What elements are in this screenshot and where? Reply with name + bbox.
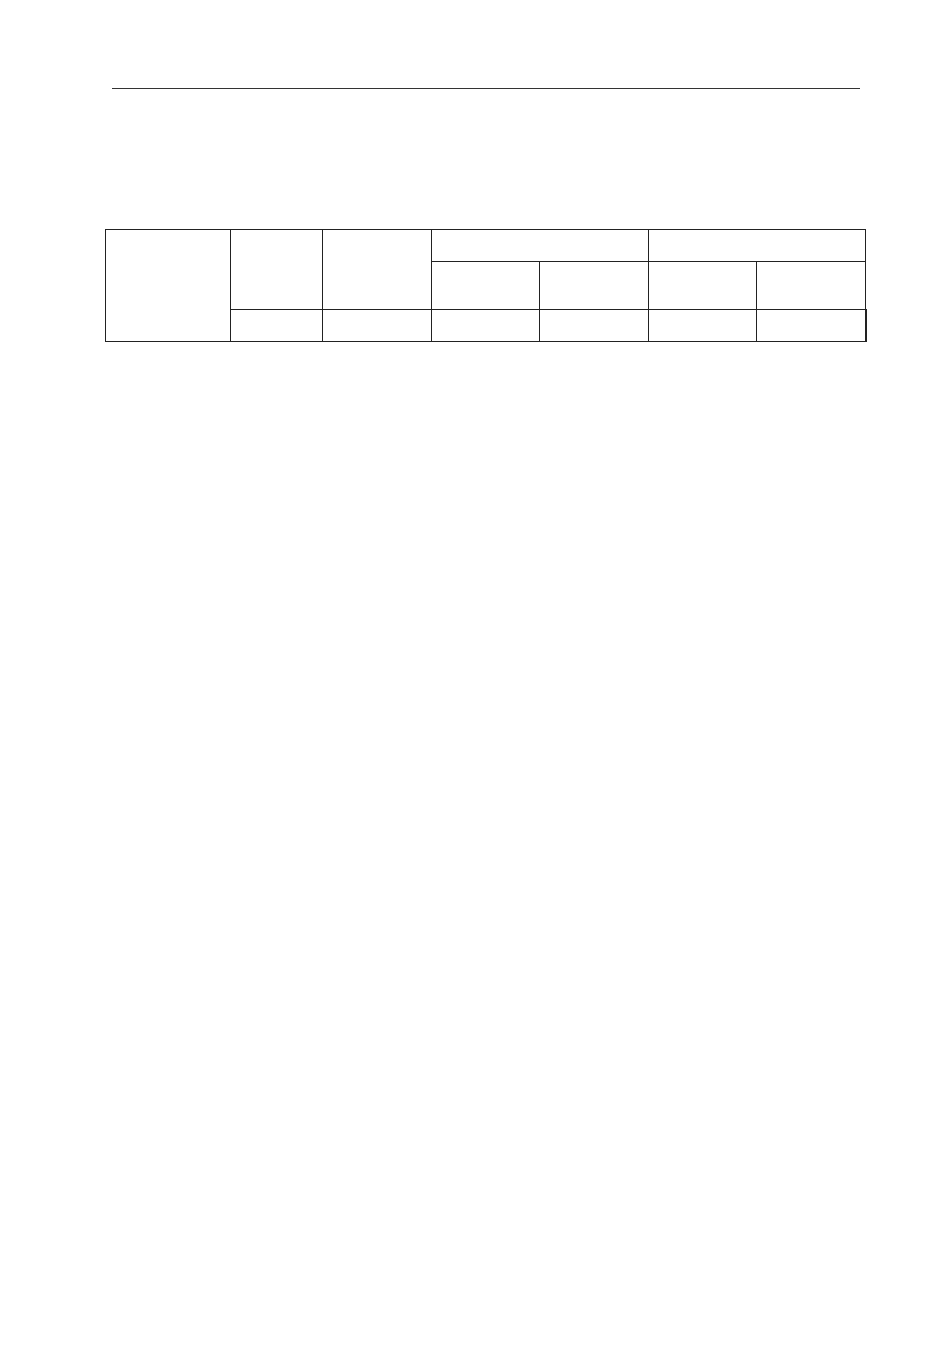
header-cell-thickness xyxy=(230,230,323,310)
header-cell-quick-shear-consolidated xyxy=(431,230,648,262)
header-cell-density xyxy=(323,230,432,310)
cell-density xyxy=(431,310,540,342)
cell-name xyxy=(230,310,323,342)
terrain-survey-drawing xyxy=(0,375,950,1175)
header-rule xyxy=(112,88,860,89)
cell-thickness xyxy=(323,310,432,342)
header-cell-q-friction xyxy=(648,262,757,310)
cell-q-cohesion xyxy=(866,310,867,342)
header-cell-quick-shear xyxy=(648,230,865,262)
cell-fc-cohesion xyxy=(648,310,757,342)
header-cell-name xyxy=(106,230,231,342)
cell-fc-friction xyxy=(540,310,649,342)
header-cell-fc-cohesion xyxy=(540,262,649,310)
header-cell-fc-friction xyxy=(431,262,540,310)
soil-parameters-table xyxy=(105,229,867,342)
cell-q-friction xyxy=(757,310,866,342)
header-cell-q-cohesion xyxy=(757,262,866,310)
